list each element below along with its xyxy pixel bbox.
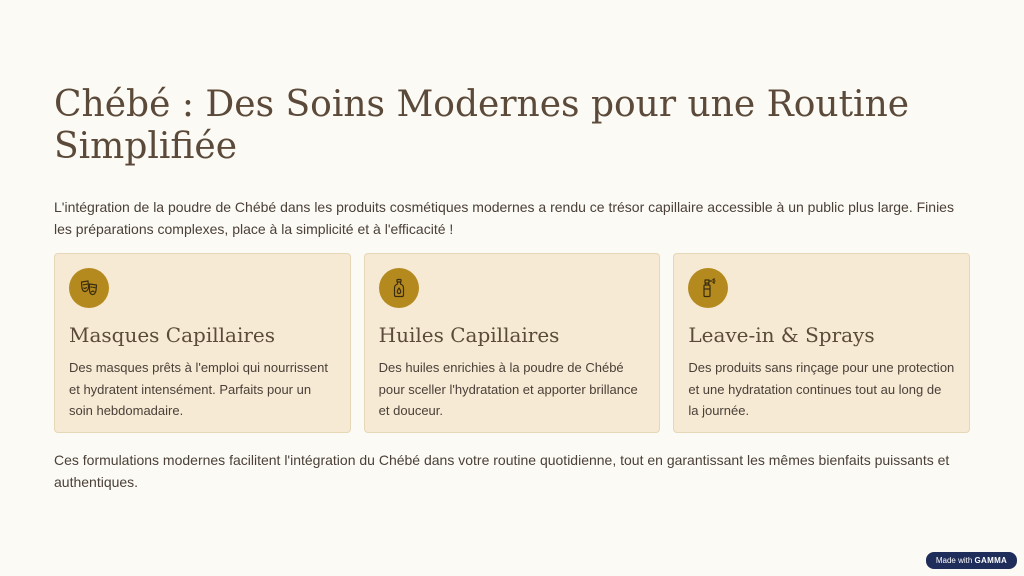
card-description: Des huiles enrichies à la poudre de Chébé pour sceller l'hydratation et apporter brillance et douceur. — [378, 360, 638, 418]
theater-masks-icon — [69, 268, 109, 308]
spray-bottle-icon — [688, 268, 728, 308]
card-description: Des masques prêts à l'emploi qui nourrissent et hydratent intensément. Parfaits pour un soin hebdomadaire. — [69, 360, 328, 418]
page-title: Chébé : Des Soins Modernes pour une Routine Simplifiée — [54, 84, 910, 167]
outro-paragraph: Ces formulations modernes facilitent l'intégration du Chébé dans votre routine quotidienne, tout en garantissant les mêmes bienfaits puissants et authentiques. — [54, 452, 950, 490]
intro-paragraph: L'intégration de la poudre de Chébé dans les produits cosmétiques modernes a rendu ce trésor capillaire accessible à un public plus large. Finies les préparations complexes, place à la simplicité et à l'efficacité ! — [54, 199, 954, 237]
made-with-gamma-badge[interactable] — [926, 552, 1017, 569]
card-title: Leave-in & Sprays — [688, 323, 875, 347]
card-masques — [54, 253, 351, 433]
card-leave-in — [673, 253, 970, 433]
card-huiles — [364, 253, 661, 433]
card-title: Huiles Capillaires — [378, 323, 560, 347]
badge-brand: GAMMA — [974, 556, 1008, 565]
product-cards — [54, 253, 970, 433]
badge-prefix: Made with — [935, 556, 975, 565]
card-title: Masques Capillaires — [69, 323, 276, 347]
card-description: Des produits sans rinçage pour une protection et une hydratation continues tout au long de la journée. — [688, 360, 955, 418]
oil-bottle-icon — [379, 268, 419, 308]
